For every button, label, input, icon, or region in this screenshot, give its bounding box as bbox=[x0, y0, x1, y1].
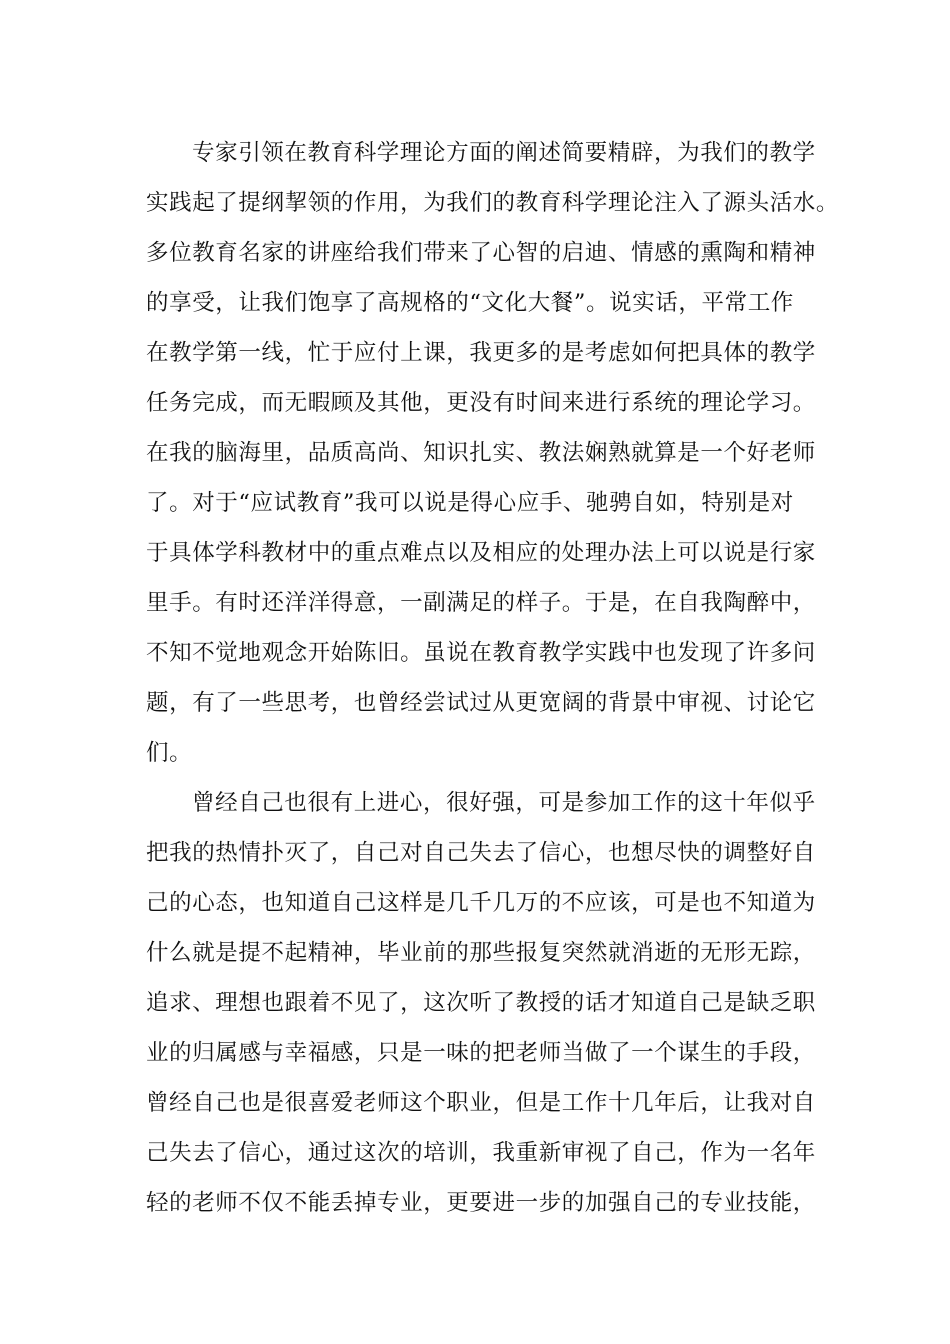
text-line: 任务完成，而无暇顾及其他，更没有时间来进行系统的理论学习。 bbox=[146, 390, 816, 416]
text-line: 追求、理想也跟着不见了，这次听了教授的话才知道自己是缺乏职 bbox=[146, 990, 816, 1016]
text-line: 了。对于“应试教育”我可以说是得心应手、驰骋自如，特别是对 bbox=[146, 490, 794, 516]
text-line: 在教学第一线，忙于应付上课，我更多的是考虑如何把具体的教学 bbox=[146, 340, 816, 366]
text-line: 的享受，让我们饱享了高规格的“文化大餐”。说实话，平常工作 bbox=[146, 290, 794, 316]
text-line: 们。 bbox=[146, 740, 193, 766]
text-line: 不知不觉地观念开始陈旧。虽说在教育教学实践中也发现了许多问 bbox=[146, 640, 816, 666]
text-line: 多位教育名家的讲座给我们带来了心智的启迪、情感的熏陶和精神 bbox=[146, 240, 816, 266]
text-line: 业的归属感与幸福感，只是一味的把老师当做了一个谋生的手段， bbox=[146, 1040, 816, 1066]
text-line: 实践起了提纲挈领的作用，为我们的教育科学理论注入了源头活水。 bbox=[146, 190, 840, 216]
text-line: 什么就是提不起精神，毕业前的那些报复突然就消逝的无形无踪， bbox=[146, 940, 816, 966]
text-line: 把我的热情扑灭了，自己对自己失去了信心，也想尽快的调整好自 bbox=[146, 840, 816, 866]
text-line: 轻的老师不仅不能丢掉专业，更要进一步的加强自己的专业技能， bbox=[146, 1190, 816, 1216]
text-line: 于具体学科教材中的重点难点以及相应的处理办法上可以说是行家 bbox=[146, 540, 816, 566]
text-line: 题，有了一些思考，也曾经尝试过从更宽阔的背景中审视、讨论它 bbox=[146, 690, 816, 716]
text-line: 曾经自己也是很喜爱老师这个职业，但是工作十几年后，让我对自 bbox=[146, 1090, 816, 1116]
text-line: 里手。有时还洋洋得意，一副满足的样子。于是，在自我陶醉中， bbox=[146, 590, 816, 616]
text-line: 曾经自己也很有上进心，很好强，可是参加工作的这十年似乎 bbox=[192, 790, 816, 816]
text-line: 在我的脑海里，品质高尚、知识扎实、教法娴熟就算是一个好老师 bbox=[146, 440, 816, 466]
text-line: 己的心态，也知道自己这样是几千几万的不应该，可是也不知道为 bbox=[146, 890, 816, 916]
text-line: 己失去了信心，通过这次的培训，我重新审视了自己，作为一名年 bbox=[146, 1140, 816, 1166]
text-line: 专家引领在教育科学理论方面的阐述简要精辟，为我们的教学 bbox=[192, 140, 816, 166]
